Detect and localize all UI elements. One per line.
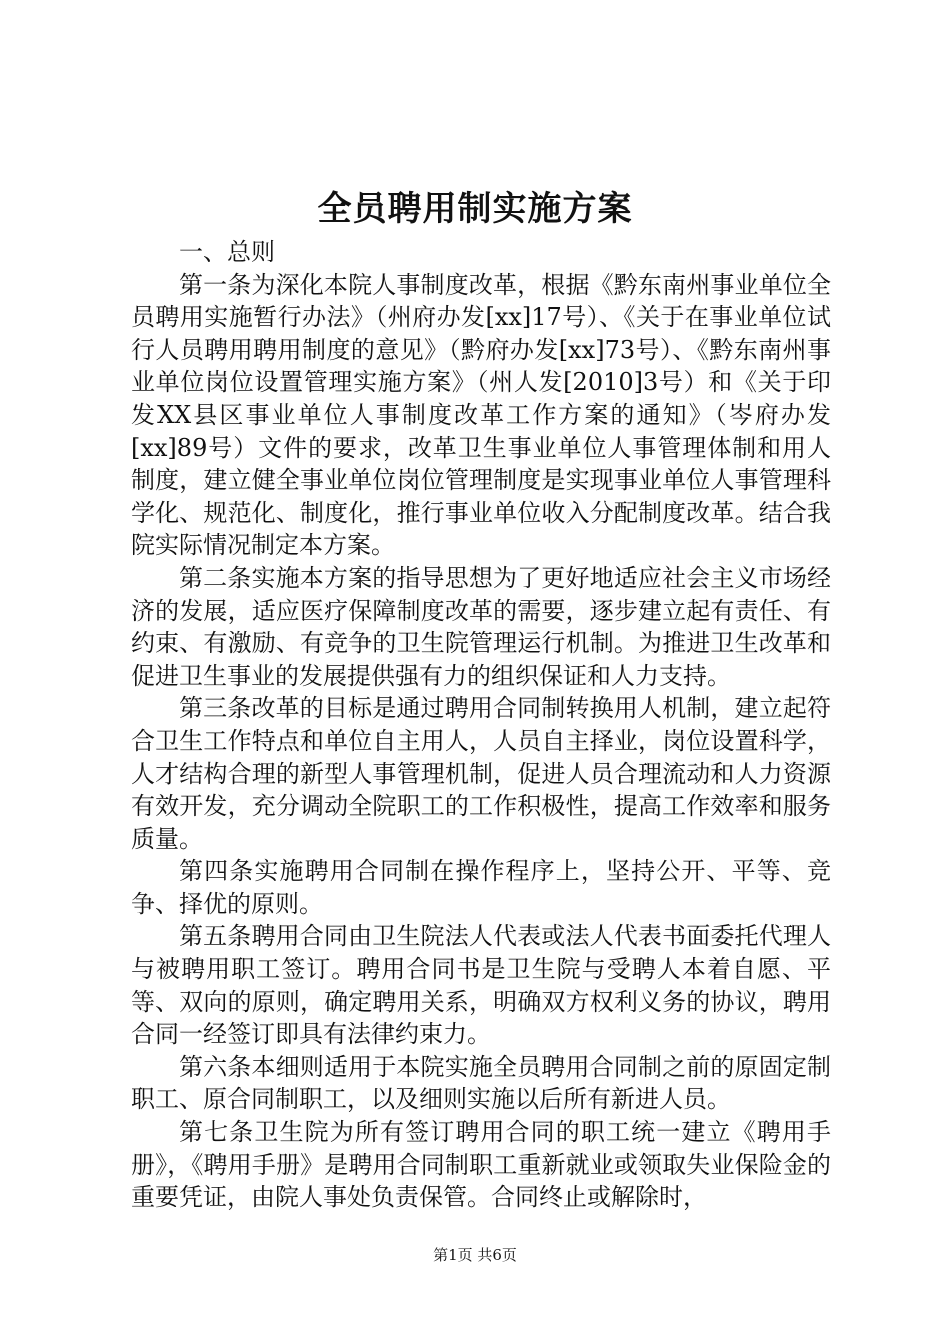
paragraph-article-5: 第五条聘用合同由卫生院法人代表或法人代表书面委托代理人与被聘用职工签订。聘用合同书是卫生院与受聘人本着自愿、平等、双向的原则，确定聘用关系，明确双方权利义务的协议，聘用合同一经签订即具有法律约束力。 [131, 922, 831, 1049]
paragraph-article-4: 第四条实施聘用合同制在操作程序上，坚持公开、平等、竞争、择优的原则。 [131, 857, 831, 918]
paragraph-article-1: 第一条为深化本院人事制度改革，根据《黔东南州事业单位全员聘用实施暂行办法》（州府办发[xx]17号）、《关于在事业单位试行人员聘用聘用制度的意见》（黔府办发[xx]73号）、《黔东南州事业单位岗位设置管理实施方案》（州人发[2010]3号）和《关于印发XX县区事业单位人事制度改革工作方案的通知》（岑府办发[xx]89号）文件的要求，改革卫生事业单位人事管理体制和用人制度，建立健全事业单位岗位管理制度是实现事业单位人事管理科学化、规范化、制度化，推行事业单位收入分配制度改革。结合我院实际情况制定本方案。 [131, 270, 831, 560]
page-number-footer: 第1页 共6页 [433, 1246, 517, 1264]
paragraph-article-3: 第三条改革的目标是通过聘用合同制转换用人机制，建立起符合卫生工作特点和单位自主用人，人员自主择业，岗位设置科学，人才结构合理的新型人事管理机制，促进人员合理流动和人力资源有效开发，充分调动全院职工的工作积极性，提高工作效率和服务质量。 [131, 694, 831, 853]
document-title: 全员聘用制实施方案 [317, 189, 633, 229]
paragraph-article-2: 第二条实施本方案的指导思想为了更好地适应社会主义市场经济的发展，适应医疗保障制度改革的需要，逐步建立起有责任、有约束、有激励、有竞争的卫生院管理运行机制。为推进卫生改革和促进卫生事业的发展提供强有力的组织保证和人力支持。 [131, 563, 831, 690]
section-heading: 一、总则 [179, 238, 275, 266]
paragraph-article-6: 第六条本细则适用于本院实施全员聘用合同制之前的原固定制职工、原合同制职工，以及细则实施以后所有新进人员。 [131, 1052, 831, 1114]
document-body [131, 236, 831, 1214]
paragraph-article-7: 第七条卫生院为所有签订聘用合同的职工统一建立《聘用手册》，《聘用手册》是聘用合同制职工重新就业或领取失业保险金的重要凭证，由院人事处负责保管。合同终止或解除时， [131, 1118, 831, 1212]
